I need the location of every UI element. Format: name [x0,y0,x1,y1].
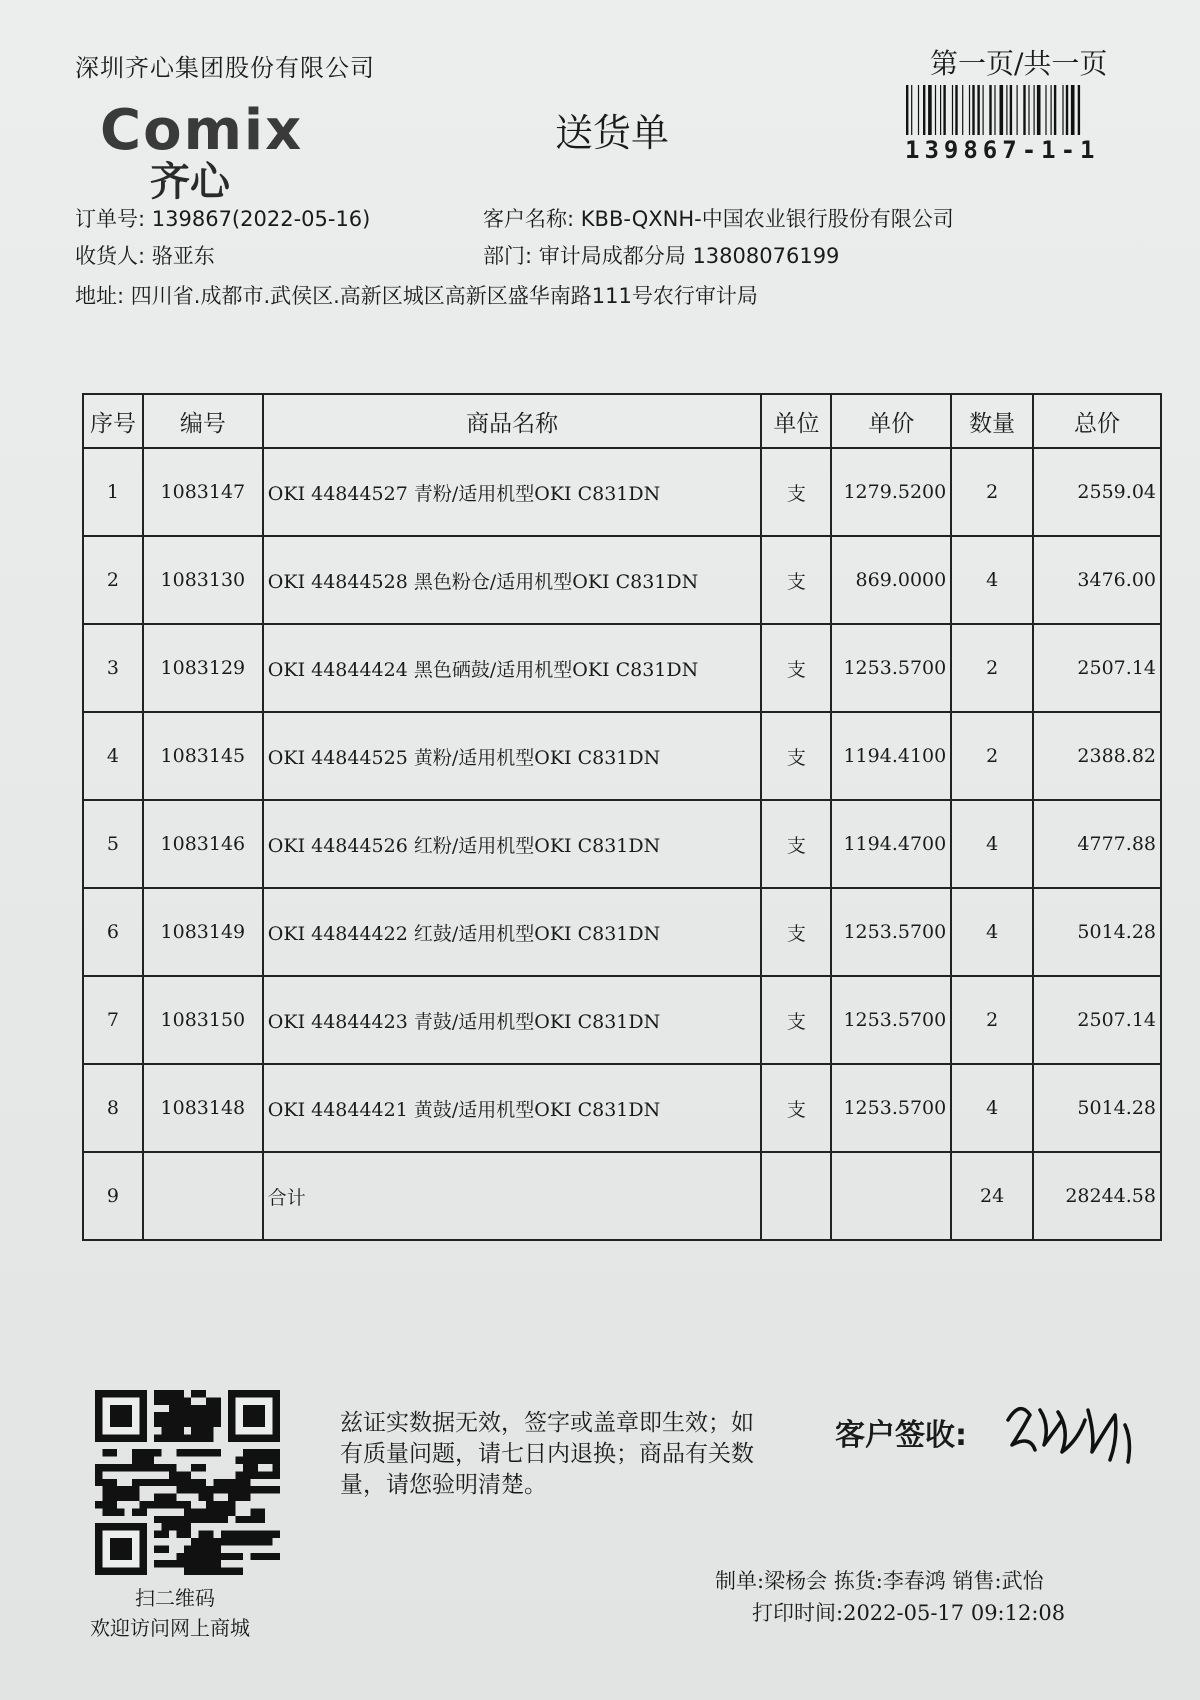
notice-text: 兹证实数据无效，签字或盖章即生效；如有质量问题，请七日内退换；商品有关数量，请您验明清楚。 [340,1410,754,1498]
address-value: 四川省.成都市.武侯区.高新区城区高新区盛华南路111号农行审计局 [130,284,758,308]
staff-line: 制单:梁杨会 拣货:李春鸿 销售:武怡 [715,1569,1044,1593]
department-label: 部门: [483,244,533,268]
row-code: 1083145 [143,712,263,800]
summary-unit-empty [761,1152,831,1240]
row-product-name: OKI 44844526 红粉/适用机型OKI C831DN [263,800,762,888]
row-index: 5 [83,800,143,888]
row-unit-price: 1279.5200 [831,448,951,536]
qr-code-icon [95,1390,280,1575]
row-index: 8 [83,1064,143,1152]
row-quantity: 4 [951,536,1033,624]
barcode-number: 139867-1-1 [905,136,1100,164]
header-total: 总价 [1033,394,1161,448]
summary-code-empty [143,1152,263,1240]
print-time-label: 打印时间: [752,1601,844,1625]
receiver-label: 收货人: [75,244,146,268]
qr-subcaption: 欢迎访问网上商城 [90,1616,250,1640]
summary-total: 28244.58 [1033,1152,1161,1240]
row-total: 3476.00 [1033,536,1161,624]
row-unit: 支 [761,800,831,888]
row-unit: 支 [761,1064,831,1152]
row-code: 1083150 [143,976,263,1064]
row-total: 2507.14 [1033,976,1161,1064]
print-time [752,1597,1065,1627]
row-index: 3 [83,624,143,712]
row-unit-price: 1194.4700 [831,800,951,888]
table-row [83,888,1161,976]
row-product-name: OKI 44844525 黄粉/适用机型OKI C831DN [263,712,762,800]
header-code: 编号 [143,394,263,448]
header-unit: 单位 [761,394,831,448]
row-code: 1083130 [143,536,263,624]
row-total: 2388.82 [1033,712,1161,800]
customer-label: 客户名称: [483,207,575,231]
receiver-value: 骆亚东 [151,244,215,268]
row-total: 5014.28 [1033,1064,1161,1152]
row-index: 1 [83,448,143,536]
summary-price-empty [831,1152,951,1240]
page-info: 第一页/共一页 [930,47,1108,80]
summary-label: 合计 [263,1152,762,1240]
department-value: 审计局成都分局 13808076199 [538,244,840,268]
signature-mark [1000,1390,1150,1470]
row-total: 2507.14 [1033,624,1161,712]
table-row [83,624,1161,712]
barcode [905,85,1120,135]
customer-sign-label: 客户签收: [835,1418,967,1453]
row-code: 1083129 [143,624,263,712]
row-quantity: 4 [951,1064,1033,1152]
row-quantity: 2 [951,624,1033,712]
department [483,240,839,270]
header-product-name: 商品名称 [263,394,762,448]
row-total: 2559.04 [1033,448,1161,536]
table-row [83,712,1161,800]
logo-comix: Comix [100,98,304,163]
row-unit-price: 1253.5700 [831,888,951,976]
print-time-value: 2022-05-17 09:12:08 [843,1601,1066,1625]
row-unit: 支 [761,624,831,712]
address-label: 地址: [75,284,125,308]
items-table [82,393,1162,1241]
row-unit-price: 869.0000 [831,536,951,624]
row-index: 7 [83,976,143,1064]
company-name: 深圳齐心集团股份有限公司 [75,54,375,82]
row-unit-price: 1253.5700 [831,1064,951,1152]
row-unit-price: 1253.5700 [831,624,951,712]
summary-quantity: 24 [951,1152,1033,1240]
row-product-name: OKI 44844421 黄鼓/适用机型OKI C831DN [263,1064,762,1152]
row-total: 5014.28 [1033,888,1161,976]
row-code: 1083146 [143,800,263,888]
row-quantity: 2 [951,712,1033,800]
row-product-name: OKI 44844424 黑色硒鼓/适用机型OKI C831DN [263,624,762,712]
row-index: 4 [83,712,143,800]
row-quantity: 4 [951,888,1033,976]
row-total: 4777.88 [1033,800,1161,888]
table-summary-row [83,1152,1161,1240]
table-row [83,800,1161,888]
row-product-name: OKI 44844423 青鼓/适用机型OKI C831DN [263,976,762,1064]
customer-value: KBB-QXNH-中国农业银行股份有限公司 [580,207,954,231]
summary-index: 9 [83,1152,143,1240]
row-unit: 支 [761,976,831,1064]
table-row [83,536,1161,624]
table-header-row [83,394,1161,448]
header-quantity: 数量 [951,394,1033,448]
header-unit-price: 单价 [831,394,951,448]
document-title: 送货单 [555,111,670,155]
receiver [75,240,215,270]
row-code: 1083147 [143,448,263,536]
order-number [75,203,370,233]
table-row [83,976,1161,1064]
row-quantity: 2 [951,448,1033,536]
row-product-name: OKI 44844527 青粉/适用机型OKI C831DN [263,448,762,536]
order-number-value: 139867(2022-05-16) [151,207,371,231]
row-unit: 支 [761,712,831,800]
row-product-name: OKI 44844528 黑色粉仓/适用机型OKI C831DN [263,536,762,624]
row-code: 1083148 [143,1064,263,1152]
table-row [83,1064,1161,1152]
logo-qixin: 齐心 [150,159,230,205]
customer-name [483,203,954,233]
row-unit-price: 1253.5700 [831,976,951,1064]
row-code: 1083149 [143,888,263,976]
row-product-name: OKI 44844422 红鼓/适用机型OKI C831DN [263,888,762,976]
row-index: 6 [83,888,143,976]
row-unit-price: 1194.4100 [831,712,951,800]
header-index: 序号 [83,394,143,448]
qr-caption: 扫二维码 [135,1586,215,1610]
address [75,280,758,310]
order-number-label: 订单号: [75,207,146,231]
row-index: 2 [83,536,143,624]
row-unit: 支 [761,536,831,624]
row-quantity: 2 [951,976,1033,1064]
row-unit: 支 [761,448,831,536]
row-unit: 支 [761,888,831,976]
row-quantity: 4 [951,800,1033,888]
table-row [83,448,1161,536]
